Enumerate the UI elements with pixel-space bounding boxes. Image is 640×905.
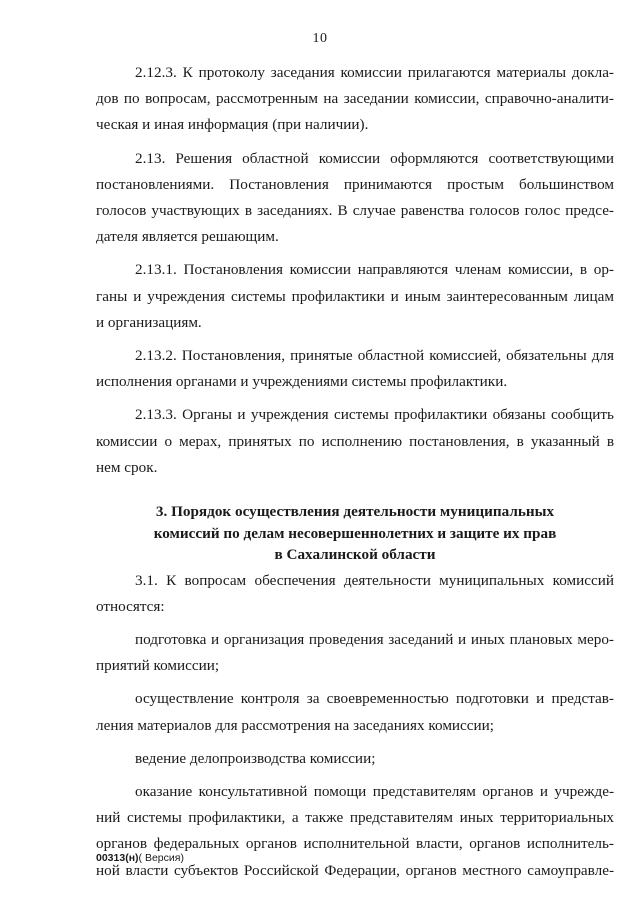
paragraph [96, 568, 614, 620]
paragraph-line: постановлениями. Постановления принимаются простым большинством [96, 175, 614, 193]
paragraph-line: 2.13.2. Постановления, принятые областной комиссией, обязательны для [135, 347, 614, 365]
paragraph-line: ганы и учреждения системы профилактики и иным заинтересованным лицам [96, 287, 614, 305]
paragraph-line: нем срок. [96, 458, 158, 476]
paragraph-line: 2.12.3. К протоколу заседания комиссии прилагаются материалы докла- [135, 64, 614, 81]
paragraph-line: дов по вопросам, рассмотренным на заседании комиссии, справочно-аналити- [96, 90, 614, 108]
paragraphs-top [96, 60, 614, 481]
document-footer [96, 852, 184, 864]
paragraph-line: исполнения органами и учреждениями системы профилактики. [96, 373, 508, 391]
paragraph-line: 3.1. К вопросам обеспечения деятельности муниципальных комиссий [135, 571, 614, 589]
paragraph-line: органов федеральных органов исполнительной власти, органов исполнитель- [96, 835, 614, 853]
paragraph [96, 402, 614, 481]
paragraph-line: осуществление контроля за своевременностью подготовки и представ- [135, 690, 614, 708]
section-title-line: комиссий по делам несовершеннолетних и защите их прав [153, 524, 557, 542]
document-body [96, 60, 614, 891]
paragraph-line: комиссии о мерах, принятых по исполнению постановления, в указанный в [96, 432, 614, 450]
paragraph-line: приятий комиссии; [96, 657, 220, 675]
section-title-line: 3. Порядок осуществления деятельности муниципальных [155, 503, 555, 521]
paragraph [96, 60, 614, 139]
paragraph [96, 627, 614, 679]
paragraph-line: ческая и иная информация (при наличии). [96, 116, 369, 134]
paragraph [96, 686, 614, 738]
paragraph-line: оказание консультативной помощи представителям органов и учрежде- [135, 782, 614, 800]
paragraph-line: ной власти субъектов Российской Федерации, органов местного самоуправле- [96, 861, 614, 879]
paragraph-line: голосов участвующих в заседаниях. В случае равенства голосов голос предсе- [96, 202, 614, 220]
paragraph [96, 779, 614, 884]
paragraphs-bottom [96, 568, 614, 884]
page-number: 10 [312, 31, 328, 46]
section-title-line: в Сахалинской области [274, 546, 436, 564]
paragraph [96, 746, 614, 772]
paragraph [96, 343, 614, 395]
paragraph-line: ления материалов для рассмотрения на заседаниях комиссии; [96, 716, 495, 734]
paragraph-line: подготовка и организация проведения заседаний и иных плановых меро- [135, 630, 614, 648]
paragraph-line: 2.13.1. Постановления комиссии направляются членам комиссии, в ор- [135, 261, 614, 279]
paragraph-line: дателя является решающим. [96, 228, 279, 246]
paragraph-line: 2.13. Решения областной комиссии оформляются соответствующими [135, 149, 614, 167]
paragraph [96, 257, 614, 336]
paragraph-line: ний системы профилактики, а также представителям иных территориальных [96, 809, 614, 827]
paragraph-line: относятся: [96, 597, 165, 615]
paragraph [96, 146, 614, 251]
footer-version: ( Версия) [138, 852, 184, 864]
paragraph-line: ведение делопроизводства комиссии; [135, 749, 376, 767]
paragraph-line: 2.13.3. Органы и учреждения системы профилактики обязаны сообщить [135, 406, 614, 424]
footer-code: 00313(н) [96, 852, 139, 864]
section-title [96, 501, 614, 566]
paragraph-line: и организациям. [96, 313, 202, 331]
